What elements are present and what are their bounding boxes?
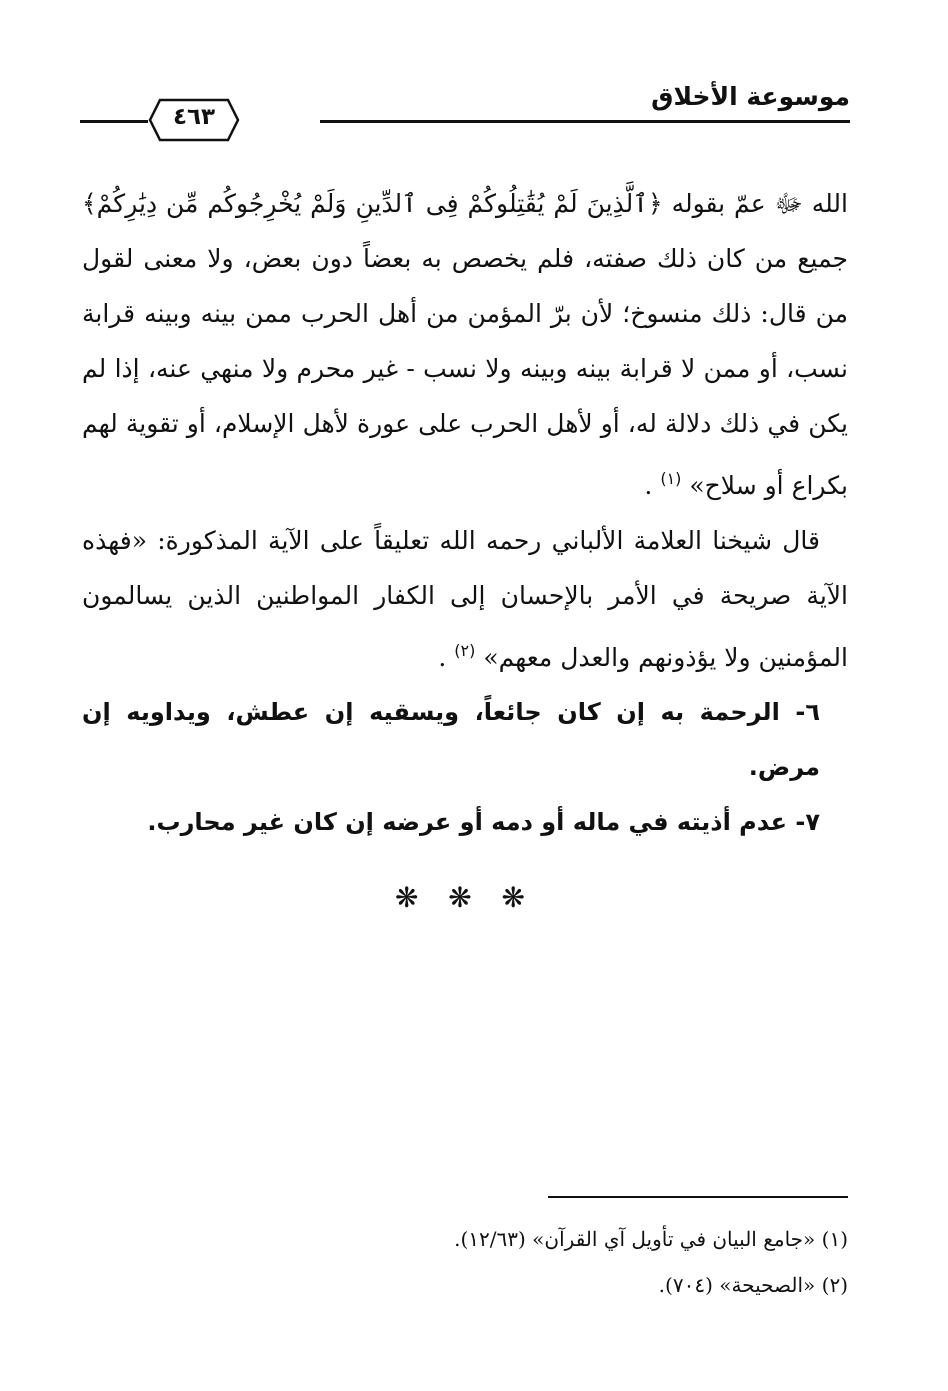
para2-end: . <box>438 643 455 672</box>
para1-end: . <box>644 471 661 500</box>
quran-verse: ﴿ٱلَّذِينَ لَمْ يُقَٰتِلُوكُمْ فِى ٱلدِّينِ وَلَمْ يُخْرِجُوكُم مِّن دِيَٰرِكُمْ﴾ <box>82 189 663 218</box>
list-item-7: ٧- عدم أذيته في ماله أو دمه أو عرضه إن كان غير محارب. <box>147 808 820 836</box>
footnote-ref-1[interactable]: (١) <box>660 469 682 488</box>
para1-lead: الله ﷻ عمّ بقوله <box>662 189 848 218</box>
paragraph-2 <box>82 513 848 685</box>
para2-text: قال شيخنا العلامة الألباني رحمه الله تعليقاً على الآية المذكورة: «فهذه الآية صريحة في الأمر بالإحسان إلى الكفار المواطنين الذين يسالمون المؤمنين ولا يؤذونهم والعدل معهم» <box>82 526 848 672</box>
page-number: ٤٦٣ <box>172 104 216 130</box>
header-rule <box>320 120 850 123</box>
section-separator: ❋ ❋ ❋ <box>395 881 535 914</box>
footnote-ref-2[interactable]: (٢) <box>454 641 476 660</box>
list-item-6: ٦- الرحمة به إن كان جائعاً، ويسقيه إن عطش، ويداويه إن مرض. <box>82 698 820 781</box>
main-text <box>82 176 848 925</box>
footnote-1: (١) «جامع البيان في تأويل آي القرآن» (١٢/٦٣). <box>454 1227 848 1251</box>
header-rule-left <box>80 120 148 123</box>
footnote-rule <box>548 1196 848 1198</box>
page-header <box>80 80 850 150</box>
footnote-2: (٢) «الصحيحة» (٧٠٤). <box>658 1273 848 1297</box>
paragraph-1 <box>82 176 848 513</box>
page-number-badge <box>148 98 240 142</box>
footnotes <box>82 1216 848 1308</box>
para1-rest: جميع من كان ذلك صفته، فلم يخصص به بعضاً دون بعض، ولا معنى لقول من قال: ذلك منسوخ؛ لأن برّ المؤمن من أهل الحرب ممن بينه وبينه قرابة نسب، أو ممن لا قرابة بينه وبينه ولا نسب - غير محرم ولا منهي عنه، إذا لم يكن في ذلك دلالة له، أو لأهل الحرب على عورة لأهل الإسلام، أو تقوية لهم بكراع أو سلاح» <box>82 244 848 500</box>
book-title: موسوعة الأخلاق <box>651 82 850 111</box>
